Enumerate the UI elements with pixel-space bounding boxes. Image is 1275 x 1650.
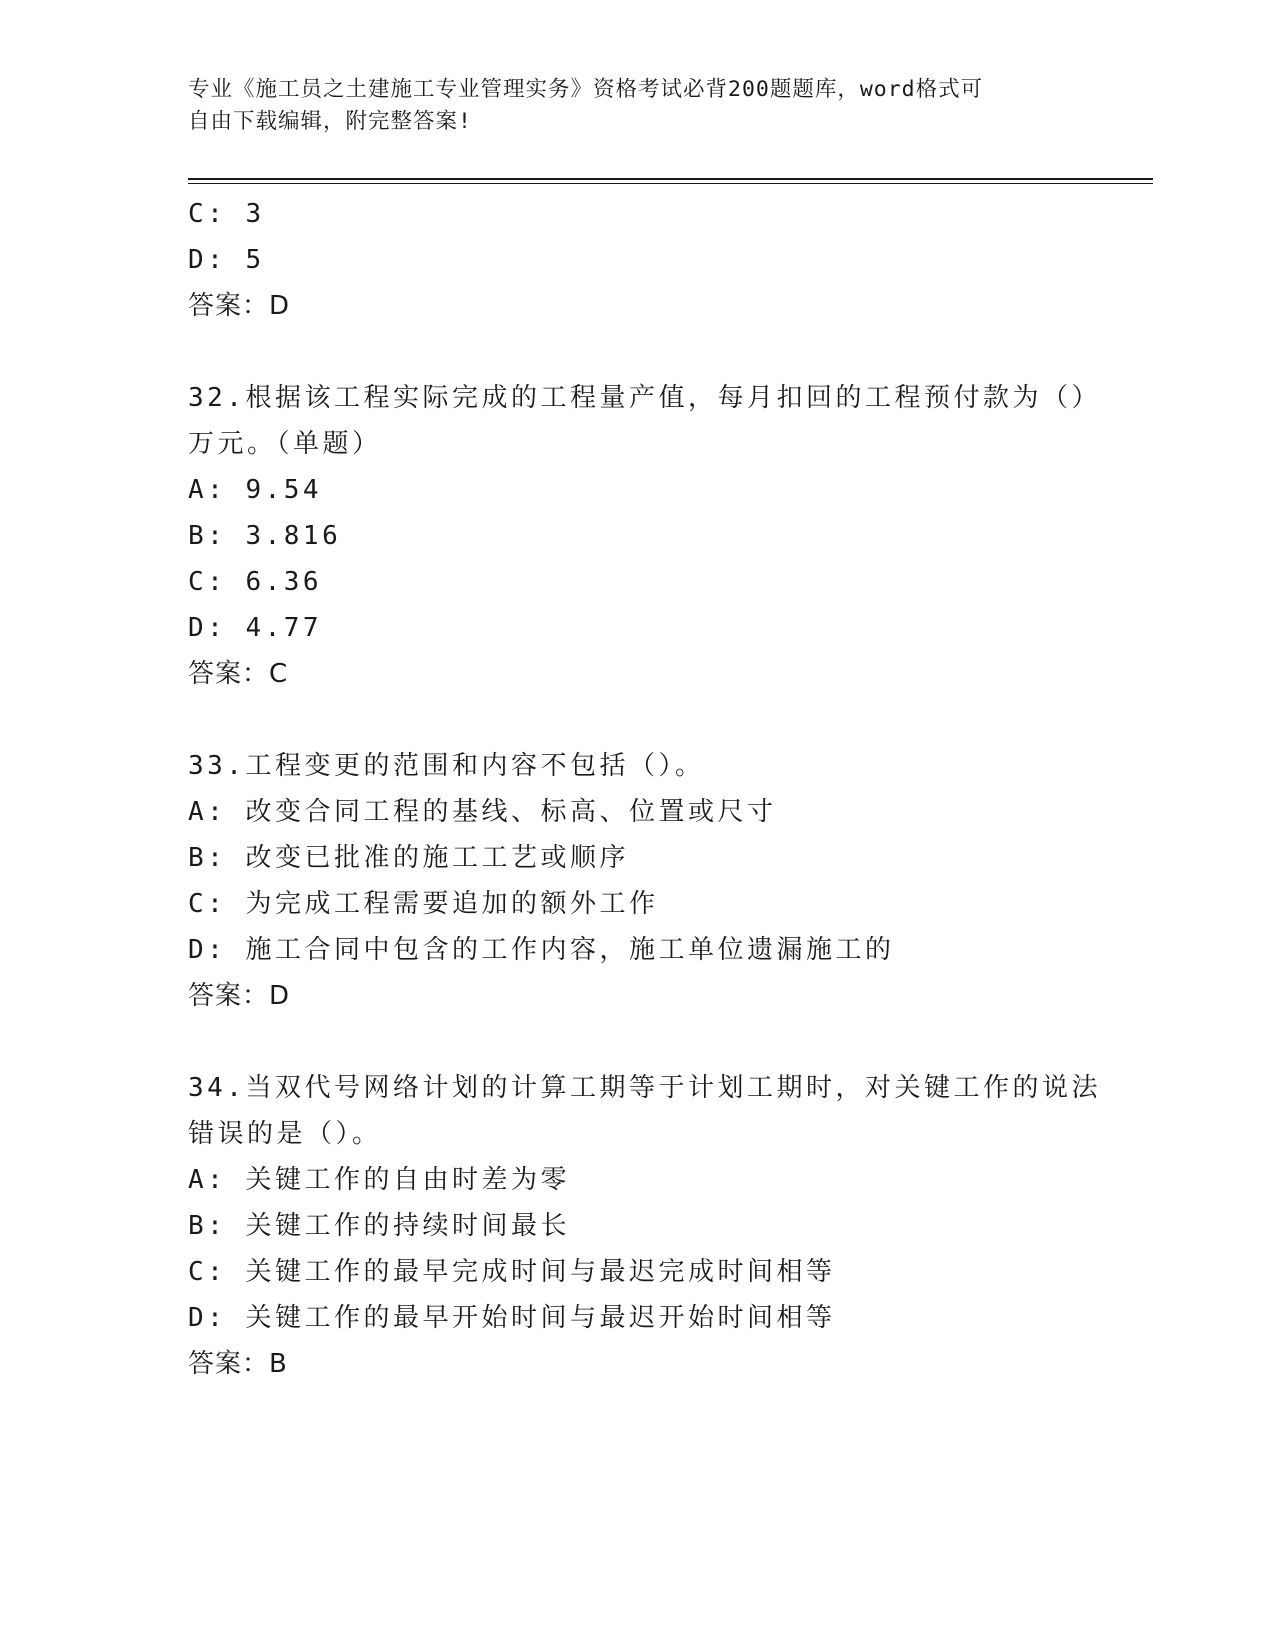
option-b: B: 3.816 — [188, 521, 342, 551]
option-b: B: 关键工作的持续时间最长 — [188, 1211, 570, 1241]
option-a: A: 9.54 — [188, 475, 323, 505]
option-b: B: 改变已批准的施工工艺或顺序 — [188, 843, 629, 873]
question-stem: 34.当双代号网络计划的计算工期等于计划工期时，对关键工作的说法 — [188, 1073, 1101, 1103]
question-content — [188, 191, 1101, 1387]
spacer — [188, 697, 1088, 743]
question-block-31 — [188, 191, 1088, 329]
option-d: D: 5 — [188, 245, 265, 275]
option-d: D: 4.77 — [188, 613, 323, 643]
question-stem: 33.工程变更的范围和内容不包括（）。 — [188, 751, 705, 781]
question-block-34 — [188, 1065, 1101, 1387]
option-a: A: 关键工作的自由时差为零 — [188, 1165, 570, 1195]
question-stem: 错误的是（）。 — [188, 1119, 382, 1149]
option-c: C: 关键工作的最早完成时间与最迟完成时间相等 — [188, 1257, 836, 1287]
option-d: D: 施工合同中包含的工作内容，施工单位遗漏施工的 — [188, 935, 895, 965]
spacer — [188, 1019, 1088, 1065]
option-a: A: 改变合同工程的基线、标高、位置或尺寸 — [188, 797, 777, 827]
header-line-2: 自由下载编辑，附完整答案! — [188, 109, 472, 134]
answer-line: 答案：B — [188, 1349, 288, 1379]
question-block-32 — [188, 375, 1101, 697]
answer-line: 答案：D — [188, 981, 291, 1011]
answer-line: 答案：C — [188, 659, 289, 689]
option-c: C: 6.36 — [188, 567, 323, 597]
header-divider-thin — [188, 183, 1153, 184]
question-block-33 — [188, 743, 1088, 1019]
header-divider — [188, 178, 1153, 180]
question-stem: 32.根据该工程实际完成的工程量产值，每月扣回的工程预付款为（） — [188, 383, 1101, 413]
option-c: C: 3 — [188, 199, 265, 229]
document-header — [188, 74, 1068, 138]
question-stem: 万元。（单题） — [188, 429, 382, 459]
answer-line: 答案：D — [188, 291, 291, 321]
option-d: D: 关键工作的最早开始时间与最迟开始时间相等 — [188, 1303, 836, 1333]
option-c: C: 为完成工程需要追加的额外工作 — [188, 889, 659, 919]
spacer — [188, 329, 1088, 375]
header-line-1: 专业《施工员之土建施工专业管理实务》资格考试必背200题题库，word格式可 — [188, 77, 984, 102]
